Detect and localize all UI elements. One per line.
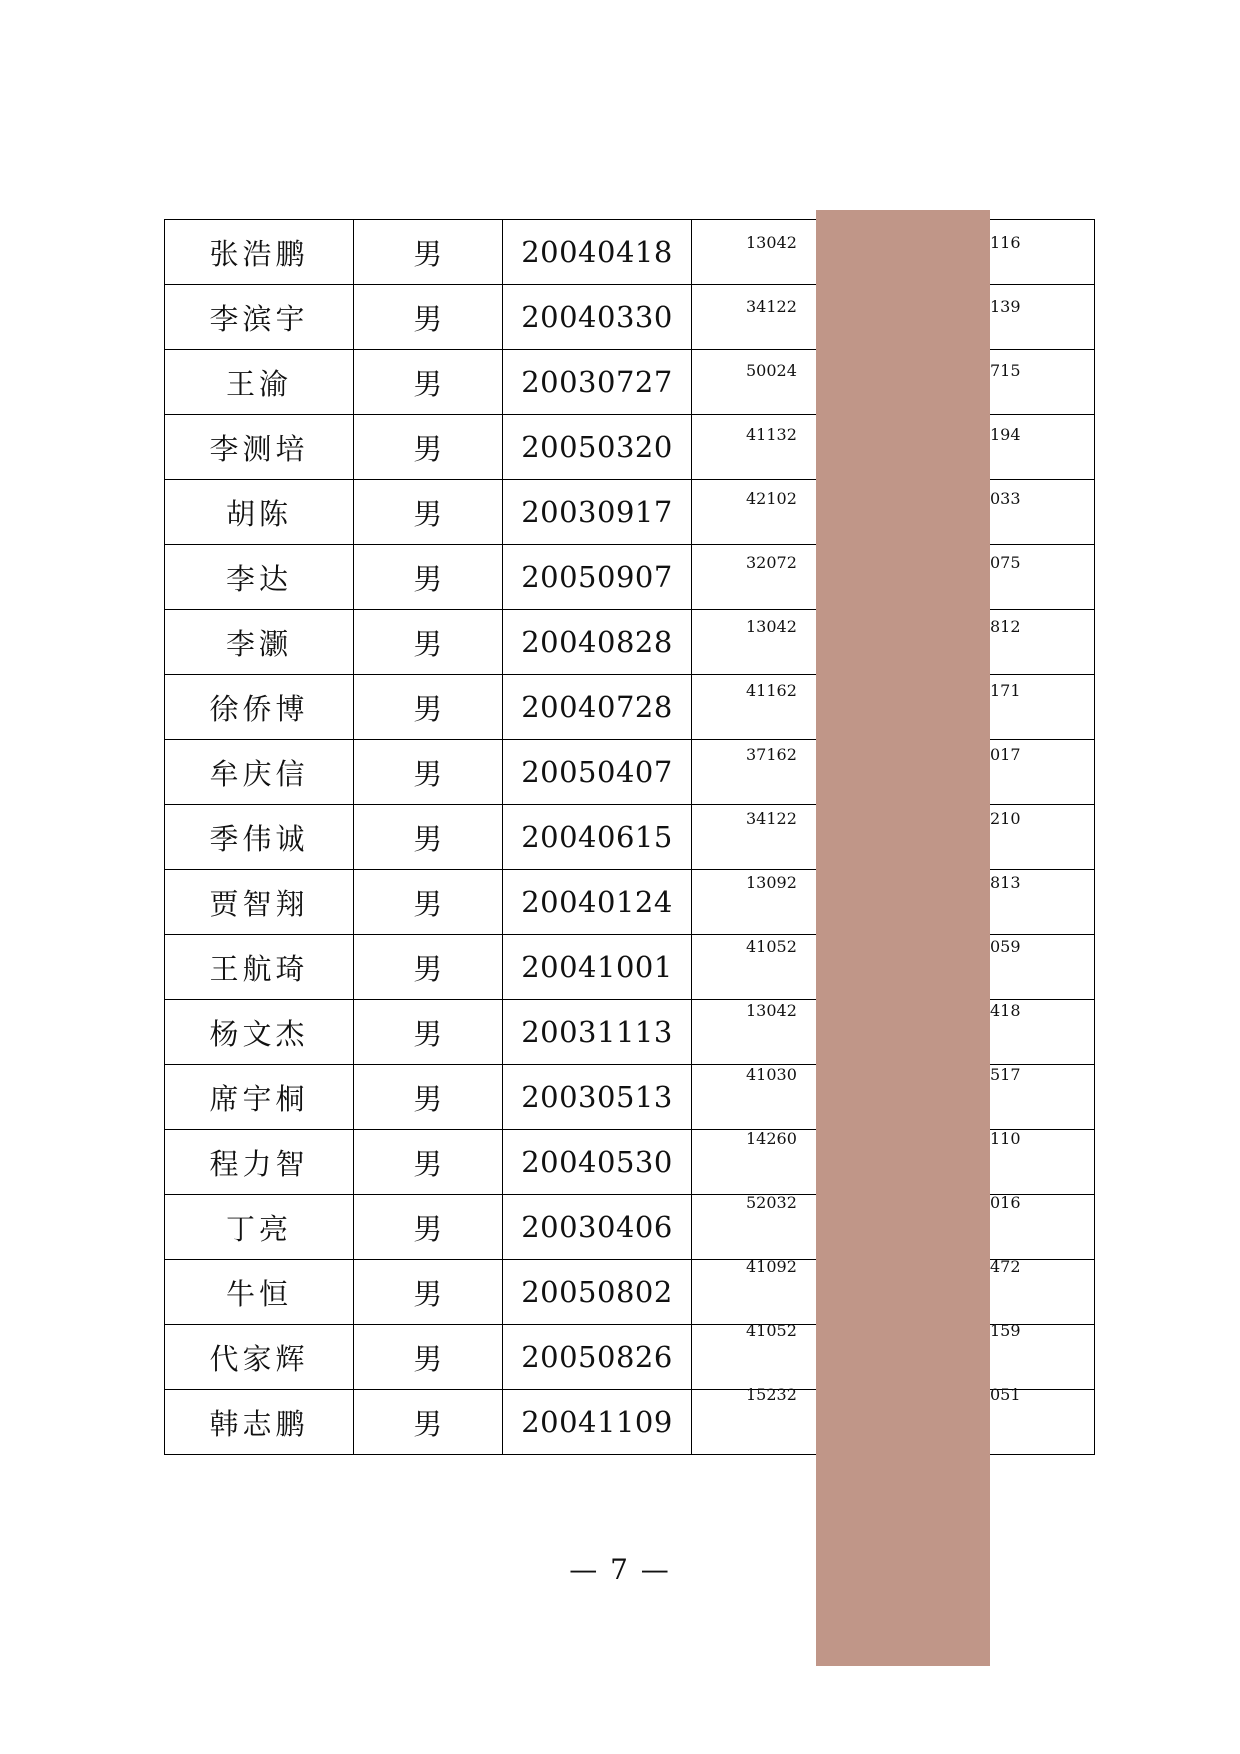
name-cell: 胡陈 <box>165 480 354 545</box>
birth-date-cell: 20041109 <box>503 1390 692 1455</box>
id-number-prefix: 52032 <box>746 1193 797 1212</box>
name-cell: 牛恒 <box>165 1260 354 1325</box>
birth-date-cell: 20040530 <box>503 1130 692 1195</box>
id-number-prefix: 41092 <box>746 1257 797 1276</box>
birth-date-cell: 20041001 <box>503 935 692 1000</box>
birth-date-cell: 20050320 <box>503 415 692 480</box>
birth-date-cell: 20030727 <box>503 350 692 415</box>
name-cell: 季伟诚 <box>165 805 354 870</box>
name-cell: 贾智翔 <box>165 870 354 935</box>
id-number-suffix: 210 <box>990 809 1021 828</box>
id-number-suffix: 139 <box>990 297 1021 316</box>
gender-cell: 男 <box>354 1325 503 1390</box>
gender-cell: 男 <box>354 285 503 350</box>
name-cell: 李测培 <box>165 415 354 480</box>
name-cell: 牟庆信 <box>165 740 354 805</box>
id-number-suffix: 159 <box>990 1321 1021 1340</box>
name-cell: 徐侨博 <box>165 675 354 740</box>
id-number-prefix: 41030 <box>746 1065 797 1084</box>
gender-cell: 男 <box>354 1130 503 1195</box>
name-cell: 张浩鹏 <box>165 220 354 285</box>
gender-cell: 男 <box>354 1390 503 1455</box>
page-number: — 7 — <box>569 1553 671 1586</box>
id-number-suffix: 075 <box>990 553 1021 572</box>
name-cell: 代家辉 <box>165 1325 354 1390</box>
name-cell: 杨文杰 <box>165 1000 354 1065</box>
name-cell: 李滨宇 <box>165 285 354 350</box>
id-number-prefix: 15232 <box>746 1385 797 1404</box>
id-number-suffix: 017 <box>990 745 1021 764</box>
id-number-prefix: 41162 <box>746 681 797 700</box>
name-cell: 李达 <box>165 545 354 610</box>
birth-date-cell: 20030917 <box>503 480 692 545</box>
id-number-prefix: 41132 <box>746 425 797 444</box>
gender-cell: 男 <box>354 675 503 740</box>
id-number-suffix: 110 <box>990 1129 1021 1148</box>
gender-cell: 男 <box>354 805 503 870</box>
gender-cell: 男 <box>354 935 503 1000</box>
id-number-prefix: 34122 <box>746 297 797 316</box>
id-number-prefix: 13092 <box>746 873 797 892</box>
birth-date-cell: 20040828 <box>503 610 692 675</box>
birth-date-cell: 20040418 <box>503 220 692 285</box>
id-number-suffix: 812 <box>990 617 1021 636</box>
id-number-suffix: 517 <box>990 1065 1021 1084</box>
gender-cell: 男 <box>354 1065 503 1130</box>
name-cell: 李灏 <box>165 610 354 675</box>
id-number-suffix: 051 <box>990 1385 1021 1404</box>
birth-date-cell: 20050407 <box>503 740 692 805</box>
gender-cell: 男 <box>354 480 503 545</box>
gender-cell: 男 <box>354 740 503 805</box>
id-number-suffix: 116 <box>990 233 1021 252</box>
id-number-suffix: 171 <box>990 681 1021 700</box>
id-number-prefix: 42102 <box>746 489 797 508</box>
name-cell: 席宇桐 <box>165 1065 354 1130</box>
gender-cell: 男 <box>354 220 503 285</box>
name-cell: 程力智 <box>165 1130 354 1195</box>
birth-date-cell: 20050826 <box>503 1325 692 1390</box>
id-number-prefix: 13042 <box>746 617 797 636</box>
id-number-suffix: 418 <box>990 1001 1021 1020</box>
redaction-bar <box>816 210 990 1666</box>
birth-date-cell: 20050802 <box>503 1260 692 1325</box>
id-number-prefix: 13042 <box>746 1001 797 1020</box>
birth-date-cell: 20040728 <box>503 675 692 740</box>
id-number-suffix: 033 <box>990 489 1021 508</box>
id-number-suffix: 715 <box>990 361 1021 380</box>
id-number-suffix: 813 <box>990 873 1021 892</box>
id-number-prefix: 41052 <box>746 937 797 956</box>
name-cell: 王航琦 <box>165 935 354 1000</box>
gender-cell: 男 <box>354 1195 503 1260</box>
gender-cell: 男 <box>354 610 503 675</box>
id-number-prefix: 41052 <box>746 1321 797 1340</box>
birth-date-cell: 20031113 <box>503 1000 692 1065</box>
id-number-prefix: 34122 <box>746 809 797 828</box>
birth-date-cell: 20030406 <box>503 1195 692 1260</box>
id-number-suffix: 194 <box>990 425 1021 444</box>
id-number-prefix: 50024 <box>746 361 797 380</box>
gender-cell: 男 <box>354 1000 503 1065</box>
name-cell: 丁亮 <box>165 1195 354 1260</box>
id-number-suffix: 016 <box>990 1193 1021 1212</box>
gender-cell: 男 <box>354 870 503 935</box>
birth-date-cell: 20040330 <box>503 285 692 350</box>
id-number-suffix: 059 <box>990 937 1021 956</box>
gender-cell: 男 <box>354 1260 503 1325</box>
birth-date-cell: 20050907 <box>503 545 692 610</box>
id-number-prefix: 32072 <box>746 553 797 572</box>
id-number-suffix: 472 <box>990 1257 1021 1276</box>
gender-cell: 男 <box>354 415 503 480</box>
gender-cell: 男 <box>354 545 503 610</box>
id-number-prefix: 14260 <box>746 1129 797 1148</box>
id-number-prefix: 37162 <box>746 745 797 764</box>
birth-date-cell: 20030513 <box>503 1065 692 1130</box>
name-cell: 韩志鹏 <box>165 1390 354 1455</box>
id-number-prefix: 13042 <box>746 233 797 252</box>
birth-date-cell: 20040124 <box>503 870 692 935</box>
birth-date-cell: 20040615 <box>503 805 692 870</box>
gender-cell: 男 <box>354 350 503 415</box>
name-cell: 王渝 <box>165 350 354 415</box>
